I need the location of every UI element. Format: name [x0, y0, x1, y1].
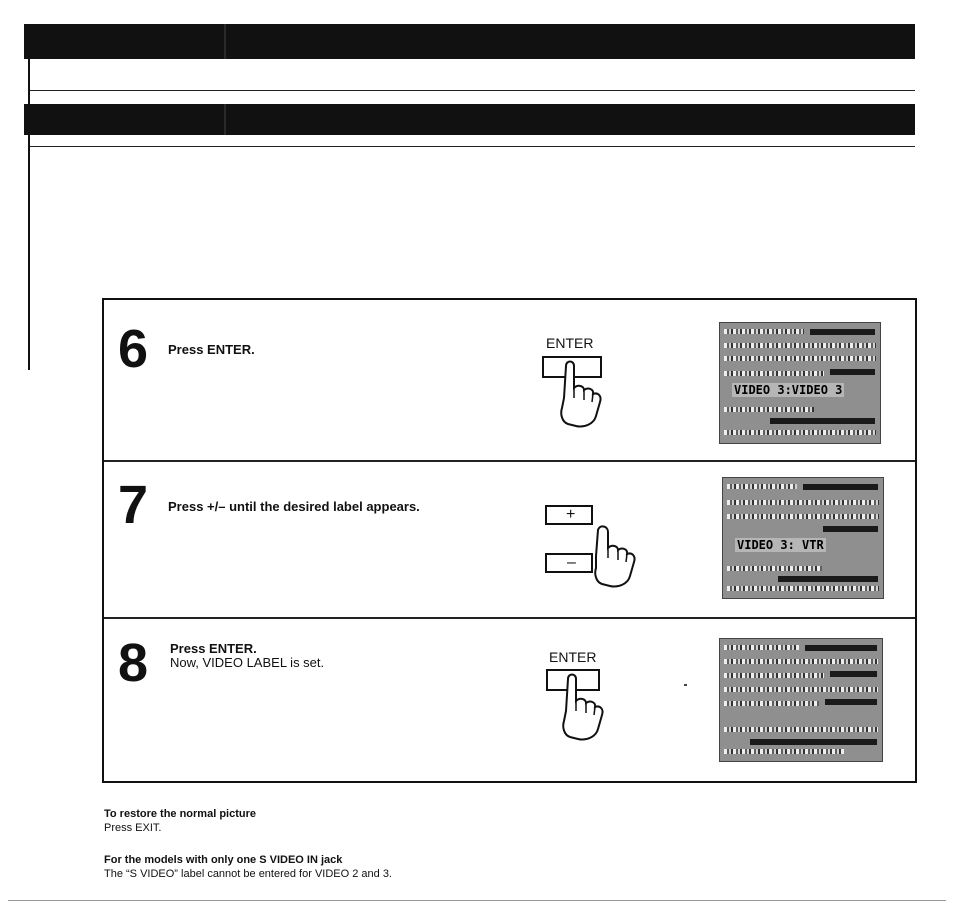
section-bar-middle	[24, 104, 915, 135]
section-bar-divider	[224, 104, 226, 135]
section-rule	[28, 146, 915, 147]
osd-dark-band	[823, 526, 878, 532]
enter-button-hand-icon	[540, 354, 612, 432]
section-bar-top	[24, 24, 915, 59]
osd-readable-line: VIDEO 3: VTR	[737, 538, 824, 552]
osd-noise-line	[724, 430, 876, 435]
note-title: To restore the normal picture	[104, 808, 256, 820]
osd-dark-band	[770, 418, 875, 424]
section-rule	[28, 90, 915, 91]
note-body: Press EXIT.	[104, 822, 162, 834]
osd-dark-band	[830, 369, 875, 375]
plus-button-label: +	[566, 506, 576, 523]
osd-noise-line	[724, 673, 824, 678]
osd-screen-step-6	[719, 322, 881, 444]
enter-button-hand-icon	[544, 667, 616, 745]
osd-noise-line	[727, 566, 822, 571]
osd-noise-line	[724, 727, 878, 732]
osd-noise-line	[724, 687, 878, 692]
step-number: 6	[118, 319, 149, 379]
page-header-text	[320, 0, 620, 8]
osd-screen-step-8	[719, 638, 883, 762]
section-bar-divider	[224, 24, 226, 59]
step-number: 7	[118, 475, 149, 535]
footer-rule	[8, 900, 946, 901]
osd-noise-line	[727, 586, 879, 591]
osd-noise-line	[724, 343, 876, 348]
note-body: The “S VIDEO” label cannot be entered for VIDEO 2 and 3.	[104, 868, 392, 880]
osd-noise-line	[727, 514, 879, 519]
osd-noise-line	[724, 701, 819, 706]
note-title: For the models with only one S VIDEO IN jack	[104, 854, 343, 866]
osd-noise-line	[724, 356, 876, 361]
step-instruction	[168, 343, 255, 357]
osd-screen-step-7	[722, 477, 884, 599]
enter-button-label: ENTER	[549, 649, 597, 665]
step-instruction	[168, 500, 420, 514]
osd-noise-line	[727, 484, 797, 489]
osd-noise-line	[724, 329, 804, 334]
step-number: 8	[118, 633, 149, 693]
left-margin-rule	[28, 58, 30, 370]
minus-button-label: –	[567, 554, 576, 571]
osd-noise-line	[724, 645, 799, 650]
osd-dark-band	[825, 699, 877, 705]
osd-dark-band	[810, 329, 875, 335]
osd-noise-line	[724, 407, 814, 412]
plus-minus-buttons-hand-icon	[538, 500, 648, 590]
step-instruction-bold: Press ENTER.	[170, 641, 257, 656]
step-instruction-bold: Press +/– until the desired label appears.	[168, 499, 420, 514]
osd-dark-band	[750, 739, 877, 745]
osd-readable-line: VIDEO 3:VIDEO 3	[734, 383, 843, 397]
osd-noise-line	[724, 659, 878, 664]
step-instruction	[170, 642, 324, 670]
step-instruction-bold: Press ENTER.	[168, 342, 255, 357]
osd-dark-band	[830, 671, 877, 677]
osd-dark-band	[805, 645, 877, 651]
osd-noise-line	[724, 749, 844, 754]
osd-noise-line	[724, 371, 824, 376]
enter-button-label: ENTER	[546, 335, 594, 351]
step-instruction-rest: Now, VIDEO LABEL is set.	[170, 655, 325, 670]
osd-dark-band	[778, 576, 878, 582]
small-mark	[684, 684, 687, 686]
step-separator	[104, 460, 915, 462]
osd-dark-band	[803, 484, 878, 490]
step-separator	[104, 617, 915, 619]
osd-noise-line	[727, 500, 879, 505]
